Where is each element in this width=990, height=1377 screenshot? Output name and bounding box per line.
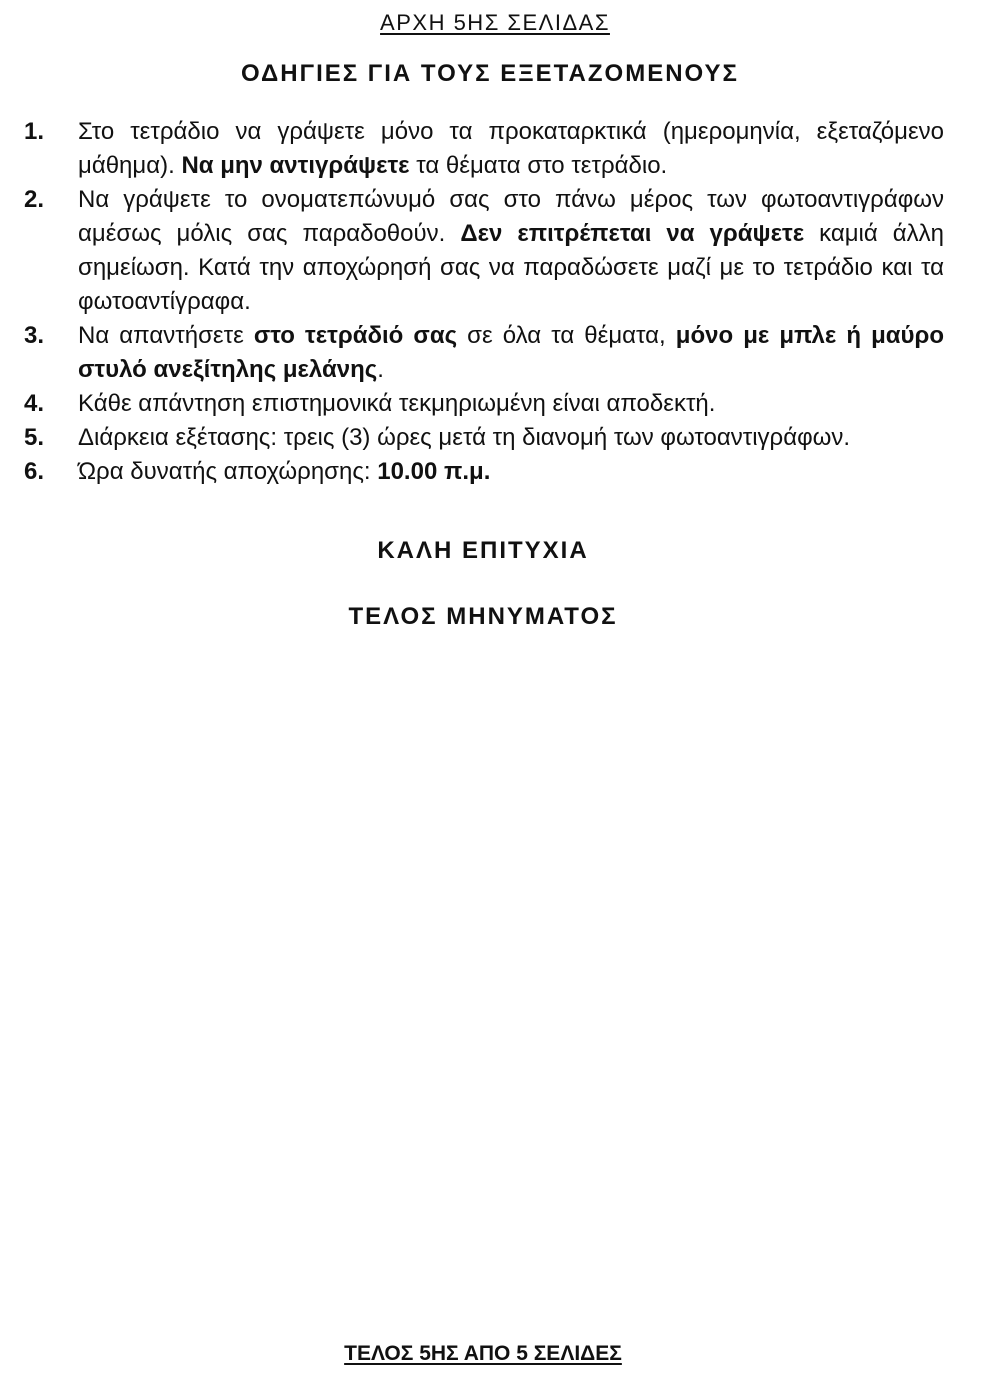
good-luck-text: ΚΑΛΗ ΕΠΙΤΥΧΙΑ [377, 537, 589, 564]
instruction-item-2 [24, 183, 944, 319]
page-footer: ΤΕΛΟΣ 5ΗΣ ΑΠΟ 5 ΣΕΛΙΔΕΣ [344, 1342, 622, 1365]
instruction-number: 1. [24, 118, 45, 145]
instruction-text: Στο τετράδιο να γράψετε μόνο τα προκαταρκτικά (ημερομηνία, εξεταζόμενο μάθημα). Να μην αντιγράψετε τα θέματα στο τετράδιο. [78, 118, 944, 179]
instruction-number: 5. [24, 424, 45, 451]
instruction-item-1 [24, 115, 944, 183]
instruction-number: 4. [24, 390, 45, 417]
instruction-text: Να απαντήσετε στο τετράδιό σας σε όλα τα θέματα, μόνο με μπλε ή μαύρο στυλό ανεξίτηλης μελάνης. [78, 322, 944, 383]
instructions-title: ΟΔΗΓΙΕΣ ΓΙΑ ΤΟΥΣ ΕΞΕΤΑΖΟΜΕΝΟΥΣ [241, 60, 739, 87]
instruction-text: Ώρα δυνατής αποχώρησης: 10.00 π.μ. [78, 458, 491, 485]
instructions-list [24, 115, 944, 489]
instruction-item-6 [24, 455, 944, 489]
instruction-text: Να γράψετε το ονοματεπώνυμό σας στο πάνω μέρος των φωτοαντιγράφων αμέσως μόλις σας παραδοθούν. Δεν επιτρέπεται να γράψετε καμιά άλλη σημείωση. Κατά την αποχώρησή σας να παραδώσετε μαζί με το τετράδιο και τα φωτοαντίγραφα. [78, 186, 944, 315]
instruction-number: 6. [24, 458, 45, 485]
instruction-text: Διάρκεια εξέτασης: τρεις (3) ώρες μετά τη διανομή των φωτοαντιγράφων. [78, 424, 851, 451]
end-of-message-text: ΤΕΛΟΣ ΜΗΝΥΜΑΤΟΣ [348, 603, 618, 630]
instruction-number: 3. [24, 322, 45, 349]
instruction-item-5 [24, 421, 944, 455]
instruction-item-4 [24, 387, 944, 421]
instruction-text: Κάθε απάντηση επιστημονικά τεκμηριωμένη είναι αποδεκτή. [78, 390, 716, 417]
instruction-item-3 [24, 319, 944, 387]
instruction-number: 2. [24, 186, 45, 213]
page-header: ΑΡΧΗ 5ΗΣ ΣΕΛΙΔΑΣ [380, 10, 610, 35]
